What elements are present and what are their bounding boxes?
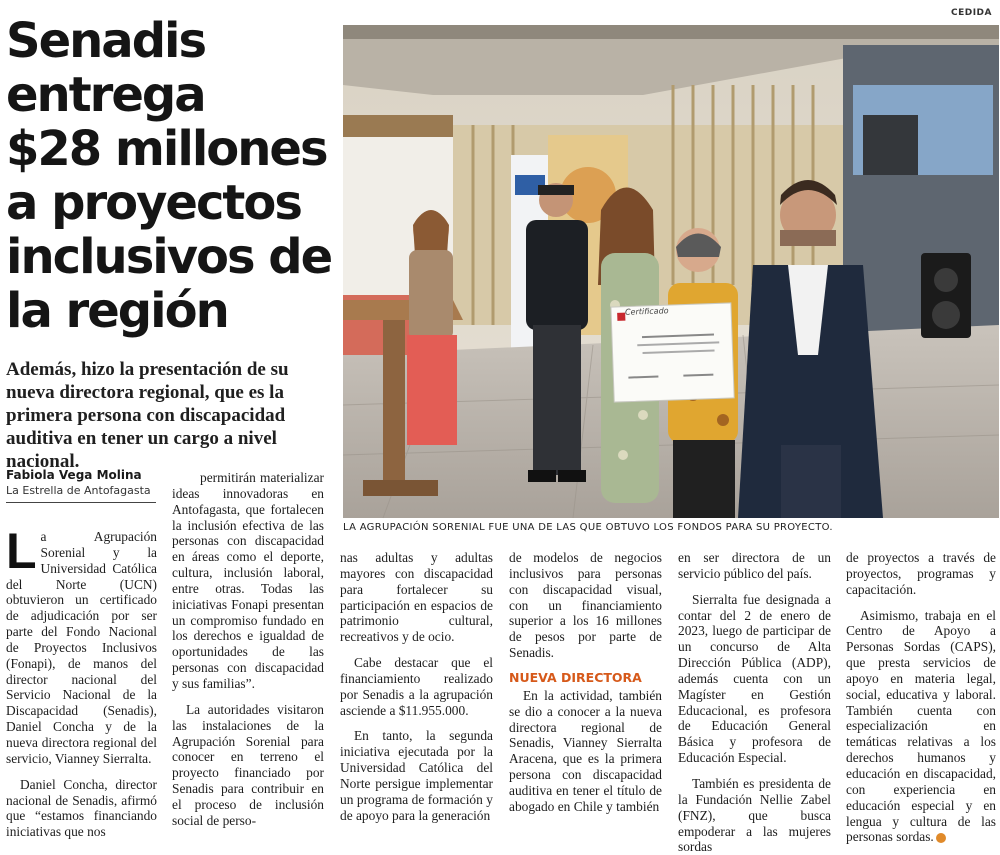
body-column-6 (846, 550, 996, 845)
body-paragraph: de modelos de negocios inclusivos para personas con discapacidad visual, con un financiamiento superior a los 16 millones de pesos por parte de Senadis. (509, 550, 662, 661)
headline-line: a proyectos (6, 175, 301, 231)
dropcap: L (6, 523, 37, 579)
body-paragraph: en ser directora de un servicio público del país. (678, 550, 831, 581)
body-paragraph: También es presidenta de la Fundación Nellie Zabel (FNZ), que busca empoderar a las mujeres sordas (678, 775, 831, 855)
certificate-title: Certificado (624, 306, 669, 317)
body-column-3 (340, 550, 493, 824)
headline-line: inclusivos de (6, 229, 332, 285)
body-paragraph: Cabe destacar que el financiamiento realizado por Senadis a la agrupación asciende a $11.955.000. (340, 655, 493, 718)
body-column-4 (509, 550, 662, 815)
body-paragraph: En la actividad, también se dio a conocer a la nueva directora regional de Senadis, Vianney Sierralta Aracena, que es la primera persona con discapacidad auditiva en tener el título de abogado en Chile y también (509, 687, 662, 814)
body-paragraph: nas adultas y adultas mayores con discapacidad para fortalecer su participación en espacios de patrimonio cultural, recreativos y de ocio. (340, 550, 493, 645)
body-paragraph: permitirán materializar ideas innovadoras en Antofagasta, que fortalecen la inclusión efectiva de las personas con discapacidad en áreas como el deporte, cultura, inclusión laboral, entre otras. Todas las iniciativas Fonapi presentan un compromiso fundado en los derechos e igualdad de oportunidades de las personas con discapacidad y sus familias”. (172, 470, 324, 691)
body-column-1 (6, 523, 157, 840)
body-paragraph: de proyectos a través de proyectos, programas y capacitación. (846, 550, 996, 597)
body-paragraph: Daniel Concha, director nacional de Senadis, afirmó que “estamos financiando iniciativas que nos (6, 776, 157, 840)
body-text: a Agrupación Sorenial y la Universidad Católica del Norte (UCN) obtuvieron un certificado de adjudicación por ser parte del Fondo Nacional de Proyectos Inclusivos (Fonapi), de manos del director nacional del Servicio Nacional de la Discapacidad (Senadis), Daniel Concha y de la nueva directora regional del servicio, Vianney Sierralta. (6, 529, 157, 766)
body-column-5 (678, 550, 831, 855)
author-source: La Estrella de Antofagasta (6, 484, 151, 497)
body-paragraph (6, 523, 157, 767)
headline-line: entrega (6, 67, 205, 123)
body-paragraph: La autoridades visitaron las instalaciones de la Agrupación Sorenial para conocer en terreno el proyecto financiado por Senadis para contribuir en el proceso de inclusión social de perso- (172, 701, 324, 828)
lede: Además, hizo la presentación de su nueva directora regional, que es la primera persona con discapacidad auditiva en tener un cargo a nivel nacional. (6, 359, 289, 472)
author-divider (6, 502, 156, 503)
photo-caption: LA AGRUPACIÓN SORENIAL FUE UNA DE LAS QUE OBTUVO LOS FONDOS PARA SU PROYECTO. (343, 522, 833, 533)
body-paragraph: Sierralta fue designada a contar del 2 de enero de 2023, luego de participar de un concurso de Alta Dirección Pública (ADP), además cuenta con un Magíster en Gestión Educacional, es profesora de Educación General Básica y profesora de Educación Especial. (678, 591, 831, 766)
author-name: Fabiola Vega Molina (6, 468, 142, 482)
photo-illustration (343, 25, 999, 518)
section-tag: CEDIDA (950, 8, 992, 18)
headline (6, 14, 341, 338)
body-paragraph (846, 608, 996, 846)
body-paragraph: En tanto, la segunda iniciativa ejecutada por la Universidad Católica del Norte persigue implementar un programa de formación y de apoyo para la generación (340, 728, 493, 823)
headline-line: Senadis (6, 13, 206, 69)
subheading: NUEVA DIRECTORA (509, 669, 642, 685)
headline-line: la región (6, 283, 228, 339)
body-text: Asimismo, trabaja en el Centro de Apoyo a Personas Sordas (CAPS), que presta servicios de apoyo en materia legal, social, educativa y laboral. También cuenta con especialización en temáticas relativas a los derechos humanos y educación en discapacidad, con experiencia en educación especial y en lengua y cultura de las personas sordas. (846, 607, 996, 845)
body-column-2 (172, 470, 324, 829)
headline-line: $28 millones (6, 121, 327, 177)
article-photo (343, 25, 999, 518)
end-mark-icon (936, 833, 946, 843)
